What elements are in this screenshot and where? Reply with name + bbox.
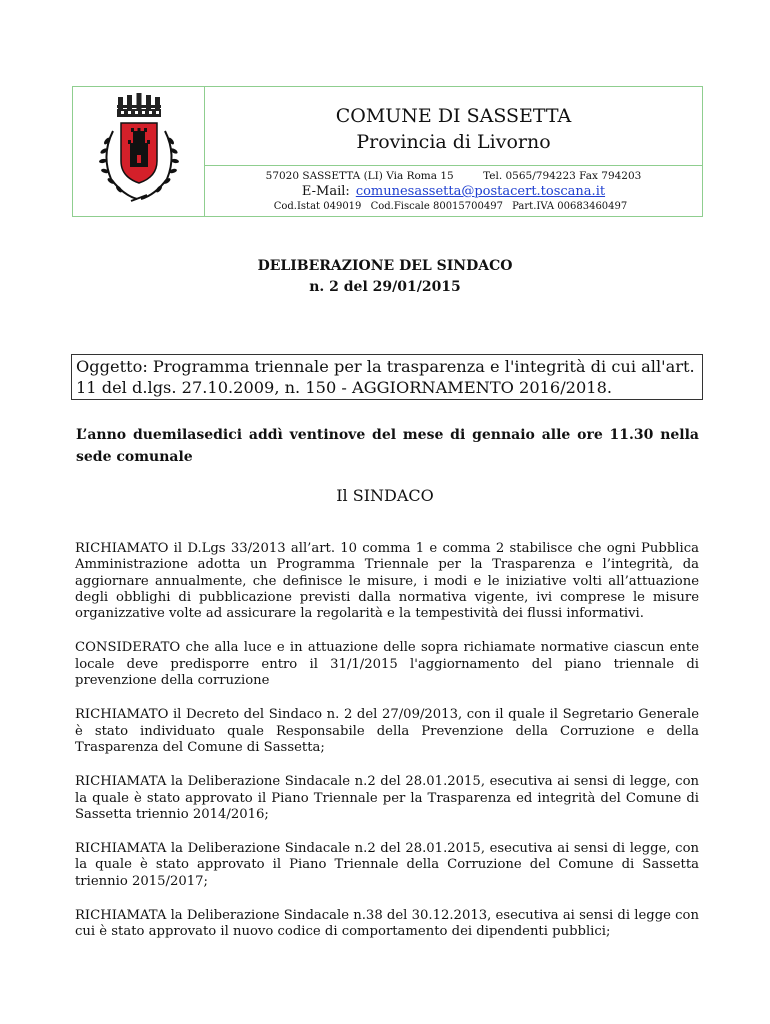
address-line bbox=[205, 170, 702, 182]
comune-name: COMUNE DI SASSETTA bbox=[335, 105, 572, 127]
paragraph-richiamata-corruzione: RICHIAMATA la Deliberazione Sindacale n.2 del 28.01.2015, esecutiva ai sensi di legge, con la quale è stato approvato il Piano Triennale della Corruzione del Comune di Sassetta triennio 2015/2017; bbox=[75, 841, 699, 889]
address: 57020 SASSETTA (LI) Via Roma 15 bbox=[265, 170, 454, 182]
date-place-statement: L’anno duemilasedici addì ventinove del mese di gennaio alle ore 11.30 nella sede comunale bbox=[76, 427, 699, 465]
letterhead-divider bbox=[205, 165, 702, 166]
body-text bbox=[75, 541, 699, 959]
contact-block bbox=[205, 167, 702, 212]
email-link[interactable]: comunesassetta@postacert.toscana.it bbox=[355, 184, 606, 199]
crest-cell bbox=[73, 87, 205, 216]
deliberation-number: n. 2 del 29/01/2015 bbox=[309, 279, 461, 295]
sindaco-heading: Il SINDACO bbox=[336, 486, 434, 505]
cod-fiscale: Cod.Fiscale 80015700497 bbox=[370, 201, 503, 212]
deliberation-title: DELIBERAZIONE DEL SINDACO bbox=[257, 258, 513, 274]
fiscal-codes-line bbox=[205, 201, 702, 212]
email-label: E-Mail: bbox=[301, 184, 350, 199]
phone-fax: Tel. 0565/794223 Fax 794203 bbox=[483, 170, 642, 182]
letterhead bbox=[72, 86, 703, 217]
paragraph-considerato: CONSIDERATO che alla luce e in attuazione delle sopra richiamate normative ciascun ente locale deve predisporre entro il 31/1/2015 l'aggiornamento del piano triennale di prevenzione della corruzione bbox=[75, 640, 699, 689]
subject-box: Oggetto: Programma triennale per la trasparenza e l'integrità di cui all'art. 11 del d.lgs. 27.10.2009, n. 150 - AGGIORNAMENTO 2016/2018. bbox=[71, 354, 703, 400]
letterhead-title bbox=[205, 87, 702, 165]
paragraph-richiamato-dlgs: RICHIAMATO il D.Lgs 33/2013 all’art. 10 comma 1 e comma 2 stabilisce che ogni Pubblica Amministrazione adotta un Programma Triennale per la Trasparenza e l’integrità, da aggiornare annualmente, che definisce le misure, i modi e le iniziative volti all’attuazione degli obblighi di pubblicazione previsti dalla normativa vigente, ivi comprese le misure organizzative volte ad assicurare la regolarità e la tempestività dei flussi informativi. bbox=[75, 541, 699, 622]
paragraph-richiamata-codice: RICHIAMATA la Deliberazione Sindacale n.38 del 30.12.2013, esecutiva ai sensi di legge con cui è stato approvato il nuovo codice di comportamento dei dipendenti pubblici; bbox=[75, 908, 699, 940]
email-line bbox=[205, 184, 702, 199]
provincia-name: Provincia di Livorno bbox=[356, 131, 551, 153]
paragraph-richiamata-trasparenza: RICHIAMATA la Deliberazione Sindacale n.2 del 28.01.2015, esecutiva ai sensi di legge, con la quale è stato approvato il Piano Triennale per la Trasparenza ed integrità del Comune di Sassetta triennio 2014/2016; bbox=[75, 774, 699, 822]
municipal-crest-icon bbox=[87, 91, 191, 211]
paragraph-richiamato-decreto: RICHIAMATO il Decreto del Sindaco n. 2 del 27/09/2013, con il quale il Segretario Generale è stato individuato quale Responsabile della Prevenzione della Corruzione e della Trasparenza del Comune di Sassetta; bbox=[75, 707, 699, 755]
partita-iva: Part.IVA 00683460497 bbox=[512, 201, 628, 212]
cod-istat: Cod.Istat 049019 bbox=[273, 201, 362, 212]
